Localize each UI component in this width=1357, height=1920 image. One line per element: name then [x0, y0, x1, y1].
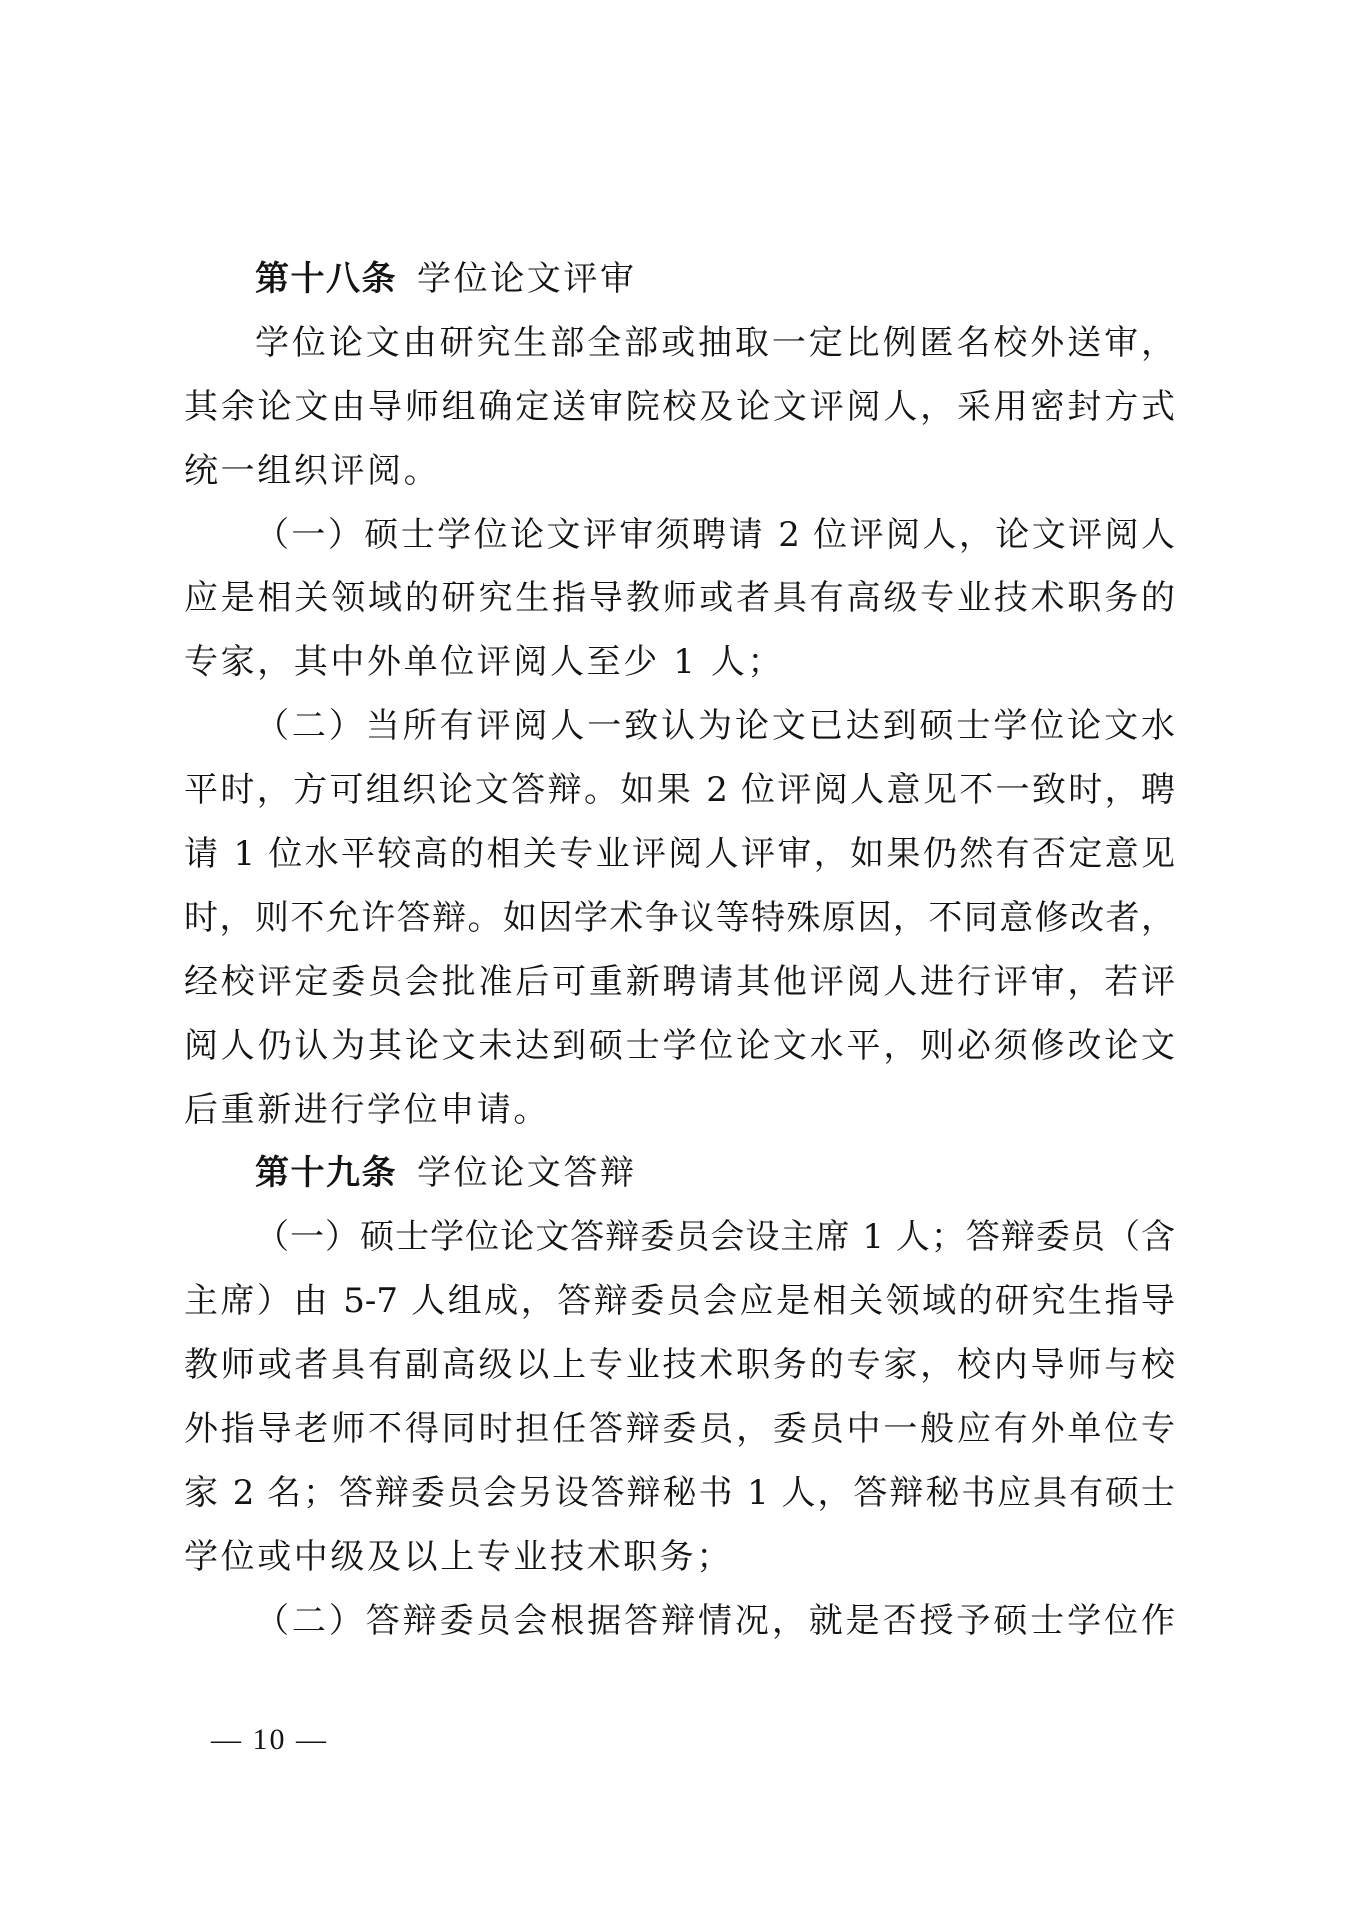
paragraph-line: 请 1 位水平较高的相关专业评阅人评审，如果仍然有否定意见 [184, 834, 1175, 875]
paragraph-line: （一）硕士学位论文评审须聘请 2 位评阅人，论文评阅人 [255, 514, 1175, 555]
paragraph [184, 1590, 1175, 1654]
paragraph [184, 695, 1175, 1142]
paragraph-line: 教师或者具有副高级以上专业技术职务的专家，校内导师与校 [184, 1345, 1175, 1386]
paragraph-line: 经校评定委员会批准后可重新聘请其他评阅人进行评审，若评 [184, 961, 1175, 1002]
article-heading [184, 248, 1175, 312]
paragraph-line: 外指导老师不得同时担任答辩委员，委员中一般应有外单位专 [184, 1409, 1175, 1450]
paragraph-line: 平时，方可组织论文答辩。如果 2 位评阅人意见不一致时，聘 [184, 770, 1175, 811]
paragraph-line: 家 2 名；答辩委员会另设答辩秘书 1 人，答辩秘书应具有硕士 [184, 1472, 1175, 1513]
paragraph [184, 1206, 1175, 1589]
paragraph-line: 后重新进行学位申请。 [184, 1089, 550, 1130]
document-body [184, 248, 1175, 1654]
paragraph [184, 312, 1175, 504]
paragraph-line: 学位论文由研究生部全部或抽取一定比例匿名校外送审， [255, 322, 1175, 363]
article-title: 学位论文答辩 [417, 1153, 637, 1194]
paragraph-line: 其余论文由导师组确定送审院校及论文评阅人，采用密封方式 [184, 386, 1175, 427]
article-heading [184, 1142, 1175, 1206]
paragraph-line: 统一组织评阅。 [184, 450, 441, 491]
paragraph [184, 504, 1175, 696]
article-title: 学位论文评审 [417, 259, 637, 299]
page-number: — 10 — [211, 1723, 328, 1756]
paragraph-line: （一）硕士学位论文答辩委员会设主席 1 人；答辩委员（含 [255, 1217, 1175, 1258]
article-number: 第十八条 [255, 259, 397, 299]
paragraph-line: 阅人仍认为其论文未达到硕士学位论文水平，则必须修改论文 [184, 1025, 1175, 1066]
paragraph-line: 时，则不允许答辩。如因学术争议等特殊原因，不同意修改者， [184, 897, 1175, 938]
paragraph-line: （二）当所有评阅人一致认为论文已达到硕士学位论文水 [255, 706, 1175, 747]
paragraph-line: 应是相关领域的研究生指导教师或者具有高级专业技术职务的 [184, 578, 1175, 619]
article-number: 第十九条 [255, 1153, 397, 1194]
paragraph-line: （二）答辩委员会根据答辩情况，就是否授予硕士学位作 [255, 1600, 1175, 1641]
paragraph-line: 学位或中级及以上专业技术职务； [184, 1536, 733, 1577]
paragraph-line: 主席）由 5-7 人组成，答辩委员会应是相关领域的研究生指导 [184, 1281, 1175, 1322]
paragraph-line: 专家，其中外单位评阅人至少 1 人； [184, 642, 785, 683]
